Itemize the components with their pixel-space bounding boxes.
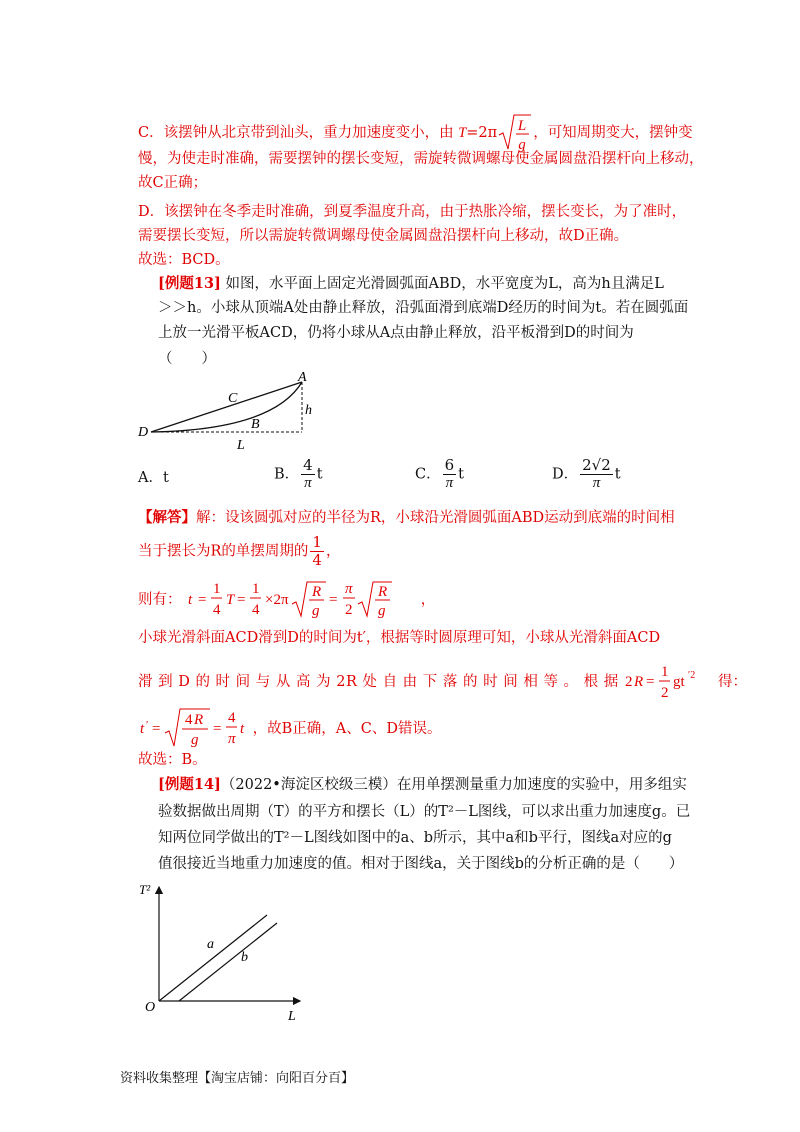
svg-text:2: 2 <box>345 602 353 618</box>
svg-text:4: 4 <box>185 712 193 728</box>
line-a <box>159 915 267 1001</box>
example13-line2: ＞＞h。小球从顶端A处由静止释放，沿弧面滑到底端D经历的时间为t。若在圆弧面 <box>158 300 689 316</box>
example13-line4: （ ） <box>158 351 216 367</box>
svg-text:π: π <box>228 731 236 747</box>
svg-text:4: 4 <box>252 602 260 618</box>
svg-text:=: = <box>198 592 207 608</box>
svg-text:=: = <box>213 721 222 737</box>
option-b-den: π <box>304 475 312 491</box>
example14-line1 <box>158 775 687 795</box>
example14-text1: （2022•海淀区校级三模）在用单摆测量重力加速度的实验中，用多组实 <box>220 777 687 793</box>
line-a-label: a <box>207 937 214 952</box>
solution-tag: 【解答】 <box>138 509 196 526</box>
svg-text:R: R <box>194 712 204 728</box>
answer-c-line2: 慢，为使走时准确，需要摆钟的摆长变短，需旋转微调螺母使金属圆盘沿摆杆向上移动， <box>138 151 704 167</box>
option-c-unit: t <box>458 466 464 483</box>
answer-c-line3: 故C正确； <box>138 175 208 191</box>
svg-text:4: 4 <box>213 602 221 618</box>
svg-text:×2π: ×2π <box>265 592 289 608</box>
svg-text:R: R <box>378 584 388 600</box>
example14-line2: 验数据做出周期（T）的平方和摆长（L）的T²－L图线，可以求出重力加速度g。已 <box>158 804 691 820</box>
svg-text:=: = <box>329 592 338 608</box>
solution13-choice: 故选：B。 <box>138 752 207 768</box>
option-c-den: π <box>445 475 454 491</box>
option-a <box>138 468 169 488</box>
example13-tag: [例题13] <box>158 275 221 292</box>
option-b <box>274 457 323 492</box>
solution13-line3 <box>138 578 435 622</box>
svg-text:1: 1 <box>252 581 260 597</box>
option-b-unit: t <box>316 466 323 483</box>
svg-text:2: 2 <box>625 674 633 690</box>
sqrt-den: g <box>518 137 526 153</box>
option-c <box>415 457 464 492</box>
choice-prev: 故选：BCD。 <box>138 252 230 268</box>
example14-tag: [例题14] <box>158 776 221 793</box>
svg-text:′: ′ <box>146 719 149 731</box>
svg-text:1: 1 <box>213 581 221 597</box>
label-C: C <box>228 391 238 406</box>
example14-line4: 值很接近当地重力加速度的值。相对于图线a，关于图线b的分析正确的是（ ） <box>158 856 684 872</box>
frac-num: 1 <box>312 533 322 551</box>
option-c-label: C． <box>415 466 441 483</box>
solution13-text1: 解：设该圆弧对应的半径为R，小球沿光滑圆弧面ABD运动到底端的时间相 <box>196 510 675 526</box>
solution13-text3-post: ， <box>420 592 436 608</box>
solution13-text3: 则有： <box>138 592 182 608</box>
svg-text:2: 2 <box>661 685 669 701</box>
option-d-label: D． <box>552 466 579 483</box>
option-d-num: 2√2 <box>582 456 611 474</box>
solution13-line4: 小球光滑斜面ACD滑到D的时间为t′，根据等时圆原理可知，小球从光滑斜面ACD <box>138 630 661 646</box>
option-d-frac <box>580 457 613 492</box>
example14-line3: 知两位同学做出的T²－L图线如图中的a、b所示，其中a和b平行，图线a对应的g <box>158 830 672 846</box>
svg-text:4: 4 <box>228 710 236 726</box>
svg-text:1: 1 <box>661 664 669 680</box>
line-b <box>179 923 277 1001</box>
svg-text:t: t <box>140 721 145 737</box>
option-b-num: 4 <box>303 456 313 474</box>
option-d-unit: t <box>614 466 621 483</box>
svg-text:gt: gt <box>673 674 686 690</box>
svg-text:=: = <box>152 721 161 737</box>
formula-t-period <box>186 578 416 622</box>
svg-text:g: g <box>191 732 199 748</box>
label-h: h <box>305 403 312 418</box>
svg-text:t: t <box>240 721 245 737</box>
svg-text:=: = <box>237 592 246 608</box>
solution13-line2 <box>138 534 340 569</box>
answer-c-text: C．该摆钟从北京带到汕头，重力加速度变小，由 <box>138 125 454 141</box>
svg-text:t: t <box>188 592 193 608</box>
solution13-text2-post: ， <box>325 543 341 560</box>
option-a-label: A． <box>138 470 163 486</box>
formula-T: T <box>458 125 467 141</box>
solution13-line6 <box>138 706 441 752</box>
solution13-text6-post: ，故B正确，A、C、D错误。 <box>252 721 442 737</box>
svg-text:R: R <box>312 584 322 600</box>
svg-text:T: T <box>226 592 235 608</box>
frac-den: 4 <box>312 551 322 569</box>
origin-label: O <box>145 1000 156 1015</box>
option-d <box>552 457 621 492</box>
solution13-line1 <box>138 508 675 528</box>
solution13-text5: 滑 到 D 的 时 间 与 从 高 为 2R 处 自 由 下 落 的 时 间 相 等 。 根 据 <box>138 674 619 690</box>
option-a-value: t <box>162 470 169 486</box>
example13-line1 <box>158 274 664 294</box>
t2-l-graph <box>135 875 315 1025</box>
option-c-num: 6 <box>444 456 455 474</box>
svg-text:R: R <box>634 674 644 690</box>
solution13-text5-post: 得： <box>718 674 747 690</box>
arc-slope-figure <box>135 370 325 455</box>
label-B: B <box>251 417 260 432</box>
label-L: L <box>237 438 245 453</box>
answer-c-text-post: ，可知周期变大，摆钟变 <box>533 125 693 141</box>
solution13-line5 <box>138 662 747 702</box>
label-A: A <box>298 370 307 385</box>
label-D: D <box>138 425 149 440</box>
footer: 资料收集整理【淘宝店铺：向阳百分百】 <box>120 1071 355 1086</box>
line-b-label: b <box>241 950 248 965</box>
option-b-frac <box>301 457 315 492</box>
svg-text:′2: ′2 <box>688 670 696 681</box>
y-axis-label: T² <box>139 882 151 897</box>
sqrt-num: L <box>518 118 527 134</box>
one-quarter-frac <box>310 534 324 569</box>
answer-d-line2: 需要摆长变短，所以需旋转微调螺母使金属圆盘沿摆杆向上移动，故D正确。 <box>138 228 629 244</box>
example13-text1: 如图，水平面上固定光滑圆弧面ABD，水平宽度为L，高为h且满足L <box>225 276 664 292</box>
formula-free-fall <box>623 662 713 702</box>
svg-text:π: π <box>345 581 353 597</box>
formula-t-prime <box>138 706 248 752</box>
formula-2pi: =2π <box>466 125 498 141</box>
svg-text:=: = <box>646 674 655 690</box>
svg-text:g: g <box>312 603 320 619</box>
answer-d-line1: D．该摆钟在冬季走时准确，到夏季温度升高，由于热胀冷缩，摆长变长，为了准时， <box>138 204 687 220</box>
svg-text:g: g <box>378 603 386 619</box>
option-d-den: π <box>592 475 601 491</box>
example13-line3: 上放一光滑平板ACD，仍将小球从A点由静止释放，沿平板滑到D的时间为 <box>158 325 634 341</box>
x-axis-label: L <box>288 1009 296 1024</box>
solution13-text2: 当于摆长为R的单摆周期的 <box>138 543 309 560</box>
option-c-frac <box>443 457 457 492</box>
option-b-label: B． <box>274 466 300 483</box>
